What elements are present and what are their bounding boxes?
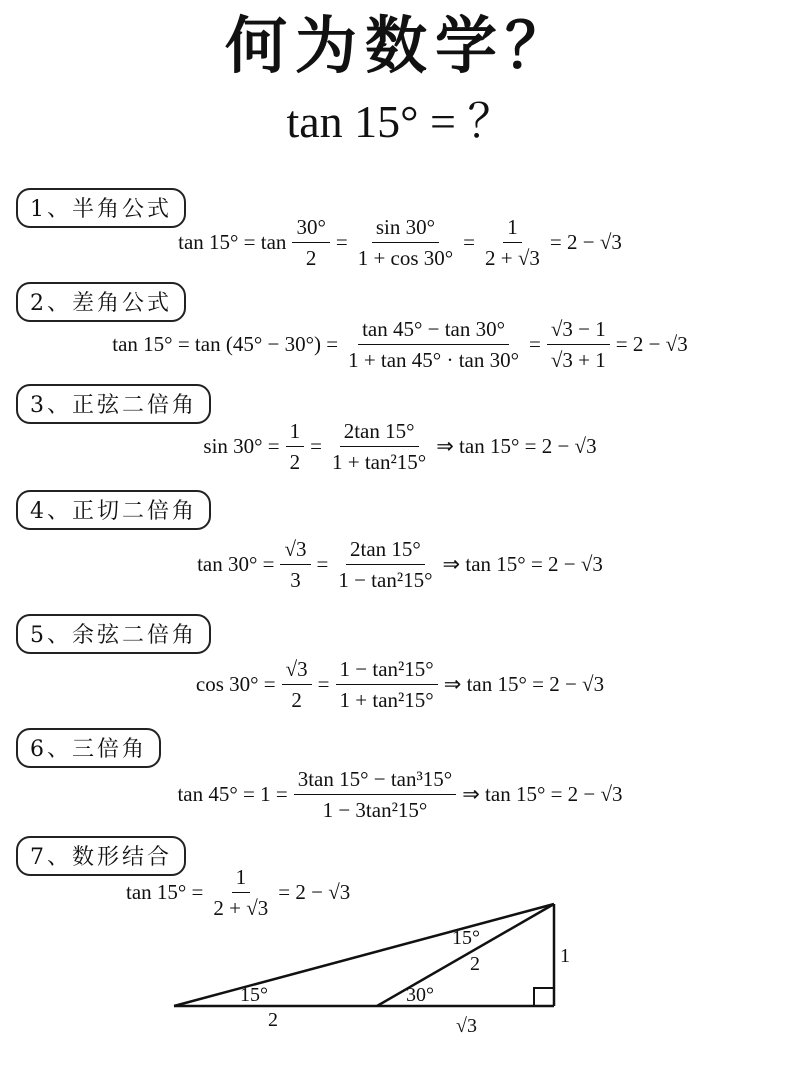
page-subtitle: tan 15° = ？ <box>286 96 514 147</box>
fraction <box>292 214 329 271</box>
formula-text: tan 15° = <box>126 880 204 904</box>
numerator: √3 − 1 <box>547 316 610 345</box>
fraction <box>344 316 523 373</box>
formula-text: sin 30° = <box>203 434 280 458</box>
denominator: 1 + tan²15° <box>332 450 427 474</box>
formula-text: tan 15° = tan <box>178 230 287 254</box>
denominator: 2 <box>289 450 301 474</box>
denominator: 1 + tan²15° <box>339 688 434 712</box>
denominator: 2 + √3 <box>485 246 540 270</box>
fraction <box>336 656 438 713</box>
numerator: sin 30° <box>372 214 439 243</box>
triangle-hypotenuse-inner <box>377 904 554 1006</box>
formula-1: tan 15° = tan $\frac{30^\circ}{2}$ = $\frac{\sin 30^\circ}{1 + \cos 30^\circ}$ = $\frac{1}{2 + √3}$ = 2 − √3 <box>178 215 622 270</box>
side-label-base-left: 2 <box>268 1009 278 1031</box>
fraction <box>354 214 457 271</box>
formula-3: sin 30° = $\frac{1}{2}$ = $\frac{2\tan 15^\circ}{\text{1 + tan²15°}}$ ⇒ tan 15° = 2 − √3 <box>203 419 597 474</box>
fraction <box>286 418 305 475</box>
triangle-diagram <box>0 880 800 1050</box>
formula-6 <box>0 766 800 823</box>
formula-result: ⇒ tan 15° = 2 − √3 <box>442 552 603 576</box>
formula-result: ⇒ tan 15° = 2 − √3 <box>462 782 623 806</box>
side-label-base-right: √3 <box>456 1015 477 1037</box>
angle-label-top: 15° <box>452 927 480 949</box>
fraction <box>294 766 457 823</box>
numerator: √3 <box>280 536 310 565</box>
method-label-5: 5、余弦二倍角 <box>16 614 211 654</box>
formula-result: ⇒ tan 15° = 2 − √3 <box>443 672 605 696</box>
formula-text: cos 30° = <box>195 672 276 696</box>
method-label-7: 7、数形结合 <box>16 836 186 876</box>
triangle-hypotenuse-outer <box>174 904 554 1006</box>
formula-text: tan 15° = tan (45° − 30°) = <box>112 332 339 356</box>
denominator: 1 + tan 45° · tan 30° <box>348 348 520 372</box>
angle-label-mid: 30° <box>406 984 434 1006</box>
denominator: 2 <box>291 688 302 712</box>
method-label-4: 4、正切二倍角 <box>16 490 211 530</box>
formula-result: = 2 − √3 <box>278 880 351 904</box>
numerator: 1 <box>232 864 251 893</box>
denominator: 2 + √3 <box>213 896 269 920</box>
method-label-2: 2、差角公式 <box>16 282 186 322</box>
fraction <box>547 316 610 373</box>
numerator: √3 <box>282 656 312 685</box>
method-label-1: 1、半角公式 <box>16 188 186 228</box>
denominator: 1 + cos 30° <box>357 246 454 270</box>
page-title: 何为数学？ <box>224 9 575 82</box>
fraction <box>328 418 430 475</box>
method-label-6: 6、三倍角 <box>16 728 161 768</box>
formula-result: ⇒ tan 15° = 2 − √3 <box>436 434 597 458</box>
denominator: 2 <box>305 246 317 270</box>
formula-result: = 2 − √3 <box>615 332 688 356</box>
formula-text: tan 30° = <box>197 552 275 576</box>
formula-5: cos 30° = $\frac{√3}{2}$ = $\frac{\text{1 − tan²15°}}{\text{1 + tan²15°}}$ ⇒ tan 15° = 2 − √3 <box>195 657 605 712</box>
numerator: 30° <box>292 214 329 243</box>
numerator: 1 − tan²15° <box>336 656 438 685</box>
formula-2: tan 15° = tan (45° − 30°) = $\frac{\tan 45^\circ - \tan 30^\circ}{1 + \tan 45^\circ \cdot \tan 30^\circ}$ = $\frac{√3 - 1}{√3 + 1}$ = 2 − √3 <box>112 317 688 372</box>
fraction <box>334 536 436 593</box>
fraction <box>280 536 310 593</box>
side-label-hyp-inner: 2 <box>470 953 480 975</box>
numerator: 2tan 15° <box>346 536 425 565</box>
denominator: 1 − tan²15° <box>338 568 433 592</box>
fraction <box>282 656 312 713</box>
right-angle-marker <box>534 988 554 1006</box>
denominator: √3 + 1 <box>550 348 606 372</box>
formula-text: tan 45° = 1 = <box>177 782 288 806</box>
numerator: 1 <box>286 418 305 447</box>
numerator: 1 <box>503 214 522 243</box>
numerator: 3tan 15° − tan³15° <box>294 766 457 795</box>
formula-result: = 2 − √3 <box>549 230 622 254</box>
side-label-vertical: 1 <box>560 945 570 967</box>
angle-label-left: 15° <box>240 984 268 1006</box>
numerator: tan 45° − tan 30° <box>358 316 509 345</box>
formula-4: tan 30° = $\frac{√3}{3}$ = $\frac{2\tan 15^\circ}{\text{1 − tan²15°}}$ ⇒ tan 15° = 2 − √3 <box>197 537 603 592</box>
denominator: 1 − 3tan²15° <box>322 798 428 822</box>
denominator: 3 <box>290 568 301 592</box>
numerator: 2tan 15° <box>340 418 419 447</box>
method-label-3: 3、正弦二倍角 <box>16 384 211 424</box>
fraction <box>481 214 544 271</box>
